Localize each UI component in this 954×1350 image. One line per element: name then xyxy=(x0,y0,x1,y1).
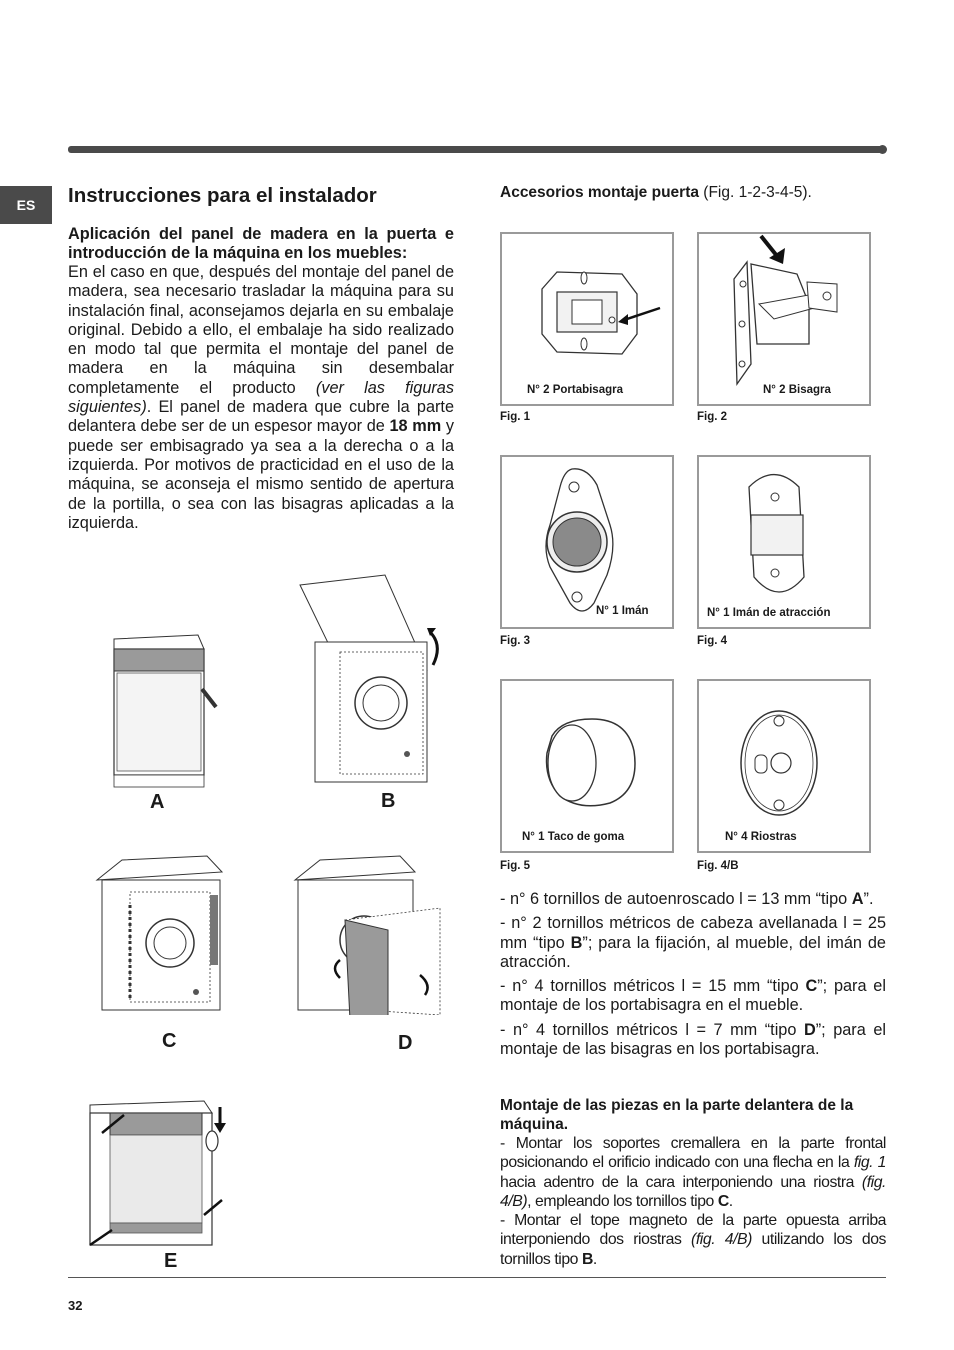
list-item: - n° 2 tornillos métricos de cabeza avellanada l = 25 mm “tipo B”; para la fijación, al mueble, del imán de atracción. xyxy=(500,914,886,971)
illustration-e xyxy=(82,1095,242,1272)
accessories-title: Accesorios montaje puerta (Fig. 1-2-3-4-5). xyxy=(500,184,812,201)
fig-3-caption: Fig. 3 xyxy=(500,635,531,647)
label-c: C xyxy=(162,1030,177,1052)
label-e: E xyxy=(164,1250,178,1272)
intro-paragraph: En el caso en que, después del montaje del panel de madera, sea necesario trasladar la máquina para su instalación final, aconsejamos dejarla en su embalaje original. Debido a ello, el embalaje ha sido realizado en modo tal que permita el montaje del panel de madera en la máquina sin desembalar completamente el producto (ver las figuras siguientes). El panel de madera que cubre la parte delantera debe ser de un espesor mayor de 18 mm y puede ser embisagrado ya sea a la derecha o a la izquierda. Por motivos de practicidad en el uso de la máquina, se aconseja el mismo sentido de apertura de la portilla, o sea con las bisagras aplicadas a la izquierda. xyxy=(68,263,455,532)
fig-4b-box xyxy=(697,679,871,853)
fig-3-label: N° 1 Imán xyxy=(596,605,649,617)
language-tab: ES xyxy=(0,186,52,224)
illustration-a xyxy=(80,625,230,813)
fig-3-box xyxy=(500,455,674,629)
list-item: - n° 4 tornillos métricos l = 7 mm “tipo D”; para el montaje de las bisagras en los portabisagra. xyxy=(500,1020,886,1059)
mounting-section xyxy=(500,1097,886,1269)
fig-5-caption: Fig. 5 xyxy=(500,860,531,872)
left-column xyxy=(68,183,454,533)
footer-rule xyxy=(68,1277,886,1278)
fig-5-box xyxy=(500,679,674,853)
label-b: B xyxy=(381,790,396,812)
illustration-c xyxy=(92,850,242,1052)
fig-2-caption: Fig. 2 xyxy=(697,411,728,423)
mounting-title: Montaje de las piezas en la parte delantera de la máquina. xyxy=(500,1097,854,1133)
header-rule xyxy=(68,146,884,153)
fig-4-caption: Fig. 4 xyxy=(697,635,728,647)
illustration-d xyxy=(290,850,450,1054)
list-item: - n° 6 tornillos de autoenroscado l = 13 mm “tipo A”. xyxy=(500,890,874,908)
list-item: - n° 4 tornillos métricos l = 15 mm “tipo C”; para el montaje de los portabisagra en el mueble. xyxy=(500,977,886,1015)
fig-4b-caption: Fig. 4/B xyxy=(697,860,739,872)
fig-4-box xyxy=(697,455,871,629)
mounting-step-2: - Montar el tope magneto de la parte opuesta arriba interponiendo dos riostras (fig. 4/B) utilizando los dos tornillos tipo B. xyxy=(500,1212,886,1268)
fig-5-label: N° 1 Taco de goma xyxy=(522,831,625,843)
fig-4-label: N° 1 Imán de atracción xyxy=(707,607,831,619)
label-a: A xyxy=(150,791,165,813)
mounting-step-1: - Montar los soportes cremallera en la parte frontal posicionando el orificio indicado con una flecha en la fig. 1 hacia adentro de la cara interponiendo una riostra (fig. 4/B), empleando los tornillos tipo C. xyxy=(500,1135,886,1210)
fig-1-caption: Fig. 1 xyxy=(500,411,531,423)
fig-2-label: N° 2 Bisagra xyxy=(763,384,831,396)
subsection-title: Aplicación del panel de madera en la puerta e introducción de la máquina en los muebles: xyxy=(68,225,454,262)
illustration-b xyxy=(295,570,455,812)
label-d: D xyxy=(398,1032,413,1054)
screw-list xyxy=(500,890,886,1064)
section-title: Instrucciones para el instalador xyxy=(68,184,377,207)
fig-2-box xyxy=(697,232,871,406)
fig-1-label: N° 2 Portabisagra xyxy=(527,384,623,396)
fig-4b-label: N° 4 Riostras xyxy=(725,831,797,843)
fig-1-box xyxy=(500,232,674,406)
page-number: 32 xyxy=(68,1298,83,1313)
